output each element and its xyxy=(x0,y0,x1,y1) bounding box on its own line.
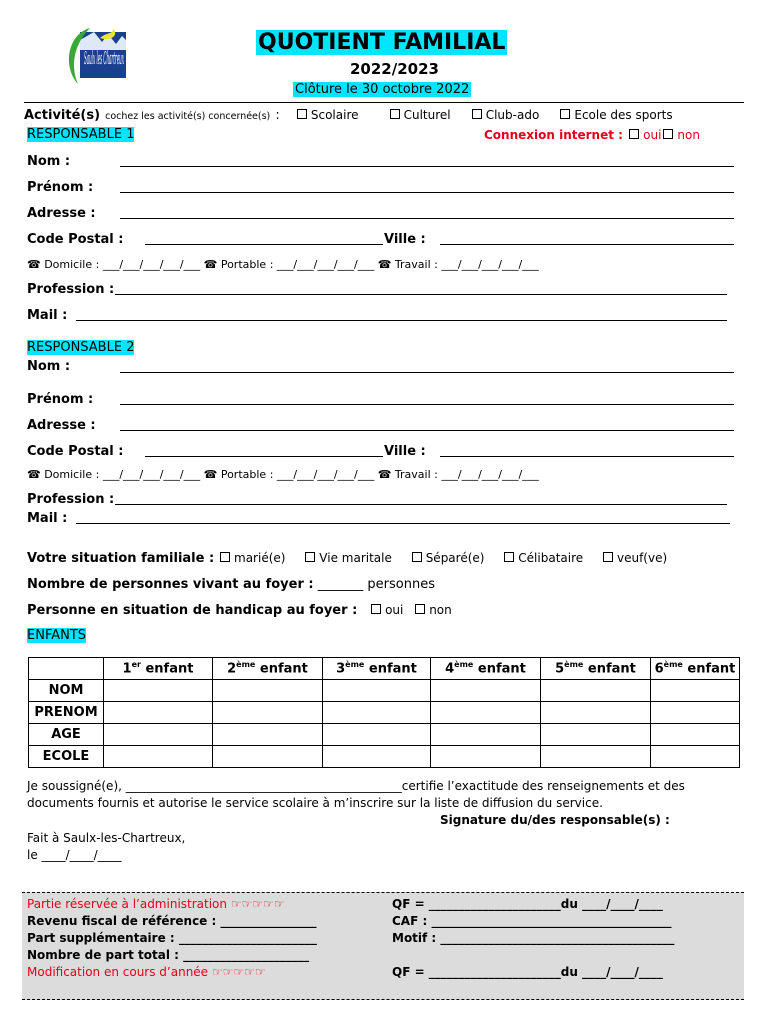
table-cell[interactable] xyxy=(323,746,431,768)
situation-label: Votre situation familiale : xyxy=(27,551,215,566)
table-cell[interactable] xyxy=(541,680,651,702)
portable-label: ☎ Portable : xyxy=(203,258,274,271)
table-cell[interactable] xyxy=(104,746,213,768)
admin-revenu: Revenu fiscal de référence : ________________ xyxy=(27,914,317,928)
resp2-ville-field[interactable] xyxy=(440,456,734,457)
table-cell[interactable] xyxy=(104,680,213,702)
situation-option-veuf[interactable] xyxy=(601,551,667,565)
resp1-profession-label: Profession : xyxy=(27,282,115,297)
travail-field[interactable]: ___/___/___/___/___ xyxy=(441,468,539,481)
resp1-ville-field[interactable] xyxy=(440,244,734,245)
table-cell[interactable] xyxy=(431,680,541,702)
table-cell[interactable] xyxy=(213,702,323,724)
admin-part-sup: Part supplémentaire : _______________________ xyxy=(27,931,317,945)
handicap-row xyxy=(27,603,452,618)
option-label: Séparé(e) xyxy=(425,551,485,565)
checkbox[interactable] xyxy=(390,109,400,119)
portable-field[interactable]: ___/___/___/___/___ xyxy=(276,258,375,271)
checkbox[interactable] xyxy=(412,552,422,562)
table-cell[interactable] xyxy=(323,724,431,746)
certify-end: certifie l’exactitude des renseignements et des xyxy=(401,779,685,793)
resp2-cp-label: Code Postal : xyxy=(27,444,124,459)
resp1-prenom-field[interactable] xyxy=(120,192,734,193)
option-label: oui xyxy=(643,128,662,142)
resp2-adresse-label: Adresse : xyxy=(27,418,96,433)
table-cell[interactable] xyxy=(541,702,651,724)
checkbox[interactable] xyxy=(603,552,613,562)
admin-caf: CAF : ________________________________________ xyxy=(392,914,672,928)
col-header-2: 2ème enfant xyxy=(213,658,323,680)
resp2-profession-label: Profession : xyxy=(27,492,115,507)
resp2-heading: RESPONSABLE 2 xyxy=(27,340,135,355)
table-cell[interactable] xyxy=(541,724,651,746)
checkbox[interactable] xyxy=(504,552,514,562)
resp2-mail-field[interactable] xyxy=(76,523,730,524)
activity-option-scolaire[interactable] xyxy=(295,108,359,122)
table-row xyxy=(29,724,740,746)
table-cell[interactable] xyxy=(213,680,323,702)
checkbox-non[interactable] xyxy=(663,129,673,139)
option-label: marié(e) xyxy=(234,551,286,565)
table-cell[interactable] xyxy=(431,702,541,724)
situation-option-celibataire[interactable] xyxy=(502,551,583,565)
certify-start: Je soussigné(e), xyxy=(27,779,126,793)
portable-label: ☎ Portable : xyxy=(203,468,274,481)
option-label: Ecole des sports xyxy=(574,108,673,122)
handicap-option-non[interactable] xyxy=(413,603,452,617)
activity-option-club-ado[interactable] xyxy=(470,108,540,122)
resp1-prenom-label: Prénom : xyxy=(27,180,94,195)
certify-line-1 xyxy=(27,779,685,793)
domicile-field[interactable]: ___/___/___/___/___ xyxy=(102,468,201,481)
logo-text: Saulx les Chartreux xyxy=(84,48,124,69)
option-label: non xyxy=(429,603,452,617)
resp1-mail-label: Mail : xyxy=(27,308,68,323)
option-label: veuf(ve) xyxy=(616,551,668,565)
logo-graphic xyxy=(60,26,130,88)
admin-qf-2: QF = ______________________du ____/____/____ xyxy=(392,965,663,979)
deadline: Clôture le 30 octobre 2022 xyxy=(295,82,470,97)
checkbox[interactable] xyxy=(472,109,482,119)
table-cell[interactable] xyxy=(104,702,213,724)
option-label: Vie maritale xyxy=(319,551,392,565)
page-title: QUOTIENT FAMILIAL xyxy=(258,30,506,55)
resp2-nom-label: Nom : xyxy=(27,359,71,374)
admin-qf-1: QF = ______________________du ____/____/____ xyxy=(392,897,663,911)
resp2-profession-field[interactable] xyxy=(115,504,727,505)
table-row xyxy=(29,680,740,702)
resp2-prenom-label: Prénom : xyxy=(27,392,94,407)
admin-motif: Motif : _______________________________________ xyxy=(392,931,675,945)
fait-a: Fait à Saulx-les-Chartreux, xyxy=(27,831,186,845)
activity-option-culturel[interactable] xyxy=(388,108,451,122)
table-cell[interactable] xyxy=(104,724,213,746)
resp1-phones xyxy=(27,258,539,271)
checkbox[interactable] xyxy=(305,552,315,562)
handicap-option-oui[interactable] xyxy=(369,603,403,617)
resp2-cp-field[interactable] xyxy=(145,456,383,457)
table-cell[interactable] xyxy=(213,724,323,746)
table-cell[interactable] xyxy=(651,724,740,746)
table-row xyxy=(29,702,740,724)
resp1-heading: RESPONSABLE 1 xyxy=(27,127,135,142)
option-label: Culturel xyxy=(403,108,451,122)
resp1-adresse-field[interactable] xyxy=(120,218,734,219)
household-unit: personnes xyxy=(367,577,435,592)
situation-option-marie[interactable] xyxy=(218,551,285,565)
table-cell[interactable] xyxy=(431,746,541,768)
admin-section xyxy=(22,892,744,1000)
checkbox[interactable] xyxy=(560,109,570,119)
table-cell[interactable] xyxy=(323,680,431,702)
table-cell[interactable] xyxy=(651,702,740,724)
resp1-adresse-label: Adresse : xyxy=(27,206,96,221)
resp2-prenom-field[interactable] xyxy=(120,404,734,405)
row-label-ecole: ECOLE xyxy=(29,746,104,768)
row-label-nom: NOM xyxy=(29,680,104,702)
household-count xyxy=(27,577,435,592)
portable-field[interactable]: ___/___/___/___/___ xyxy=(276,468,375,481)
table-cell[interactable] xyxy=(651,746,740,768)
internet-connection xyxy=(484,128,700,142)
table-row xyxy=(29,746,740,768)
col-header-6: 6ème enfant xyxy=(651,658,740,680)
resp1-nom-field[interactable] xyxy=(120,166,734,167)
table-cell[interactable] xyxy=(541,746,651,768)
resp1-cp-label: Code Postal : xyxy=(27,232,124,247)
table-cell[interactable] xyxy=(323,702,431,724)
row-label-prenom: PRENOM xyxy=(29,702,104,724)
children-table xyxy=(28,657,740,768)
children-heading: ENFANTS xyxy=(27,628,87,643)
checkbox[interactable] xyxy=(220,552,230,562)
domicile-field[interactable]: ___/___/___/___/___ xyxy=(102,258,201,271)
resp2-phones xyxy=(27,468,539,481)
activity-row xyxy=(24,102,744,123)
col-header-1: 1er enfant xyxy=(104,658,213,680)
travail-label: ☎ Travail : xyxy=(377,468,438,481)
travail-field[interactable]: ___/___/___/___/___ xyxy=(441,258,539,271)
checkbox[interactable] xyxy=(371,604,381,614)
activity-label: Activité(s) xyxy=(24,108,101,123)
family-situation xyxy=(27,551,667,566)
resp2-ville-label: Ville : xyxy=(384,444,426,459)
resp1-cp-field[interactable] xyxy=(145,244,383,245)
table-cell[interactable] xyxy=(651,680,740,702)
household-field[interactable]: _______ xyxy=(317,577,364,592)
option-label: Club-ado xyxy=(485,108,540,122)
table-corner xyxy=(29,658,104,680)
col-header-4: 4ème enfant xyxy=(431,658,541,680)
table-cell[interactable] xyxy=(431,724,541,746)
option-label: non xyxy=(677,128,700,142)
children-header-row xyxy=(29,658,740,680)
col-header-5: 5ème enfant xyxy=(541,658,651,680)
school-year: 2022/2023 xyxy=(350,60,439,78)
option-label: Scolaire xyxy=(310,108,359,122)
domicile-label: ☎ Domicile : xyxy=(27,258,100,271)
resp1-mail-field[interactable] xyxy=(76,320,727,321)
resp2-adresse-field[interactable] xyxy=(120,430,734,431)
option-label: Célibataire xyxy=(518,551,584,565)
logo xyxy=(60,26,130,88)
situation-option-vie-maritale[interactable] xyxy=(303,551,392,565)
resp1-profession-field[interactable] xyxy=(115,294,727,295)
row-label-age: AGE xyxy=(29,724,104,746)
activity-colon: : xyxy=(275,108,280,123)
col-header-3: 3ème enfant xyxy=(323,658,431,680)
option-label: oui xyxy=(385,603,404,617)
signature-label: Signature du/des responsable(s) : xyxy=(440,813,670,827)
admin-modif: Modification en cours d’année ☞☞☞☞☞ xyxy=(27,965,266,979)
situation-option-separe[interactable] xyxy=(410,551,485,565)
table-cell[interactable] xyxy=(213,746,323,768)
activity-option-ecole-sports[interactable] xyxy=(558,108,672,122)
checkbox-oui[interactable] xyxy=(629,129,639,139)
certify-line-2: documents fournis et autorise le service scolaire à m’inscrire sur la liste de diffusion du service. xyxy=(27,796,603,810)
admin-nb-part: Nombre de part total : _____________________ xyxy=(27,948,310,962)
resp2-nom-field[interactable] xyxy=(120,372,734,373)
checkbox[interactable] xyxy=(297,109,307,119)
domicile-label: ☎ Domicile : xyxy=(27,468,100,481)
checkbox[interactable] xyxy=(415,604,425,614)
activity-hint: cochez les activité(s) concernée(s) xyxy=(105,111,271,122)
resp2-mail-label: Mail : xyxy=(27,511,68,526)
travail-label: ☎ Travail : xyxy=(377,258,438,271)
certify-name-field[interactable]: ______________________________________________ xyxy=(125,779,402,793)
resp1-ville-label: Ville : xyxy=(384,232,426,247)
household-label: Nombre de personnes vivant au foyer : xyxy=(27,577,314,592)
handicap-label: Personne en situation de handicap au foyer : xyxy=(27,603,358,618)
admin-reserved: Partie réservée à l’administration ☞☞☞☞☞ xyxy=(27,897,285,911)
internet-label: Connexion internet : xyxy=(484,128,623,142)
date-field[interactable]: le ____/____/____ xyxy=(27,848,122,862)
resp1-nom-label: Nom : xyxy=(27,154,71,169)
